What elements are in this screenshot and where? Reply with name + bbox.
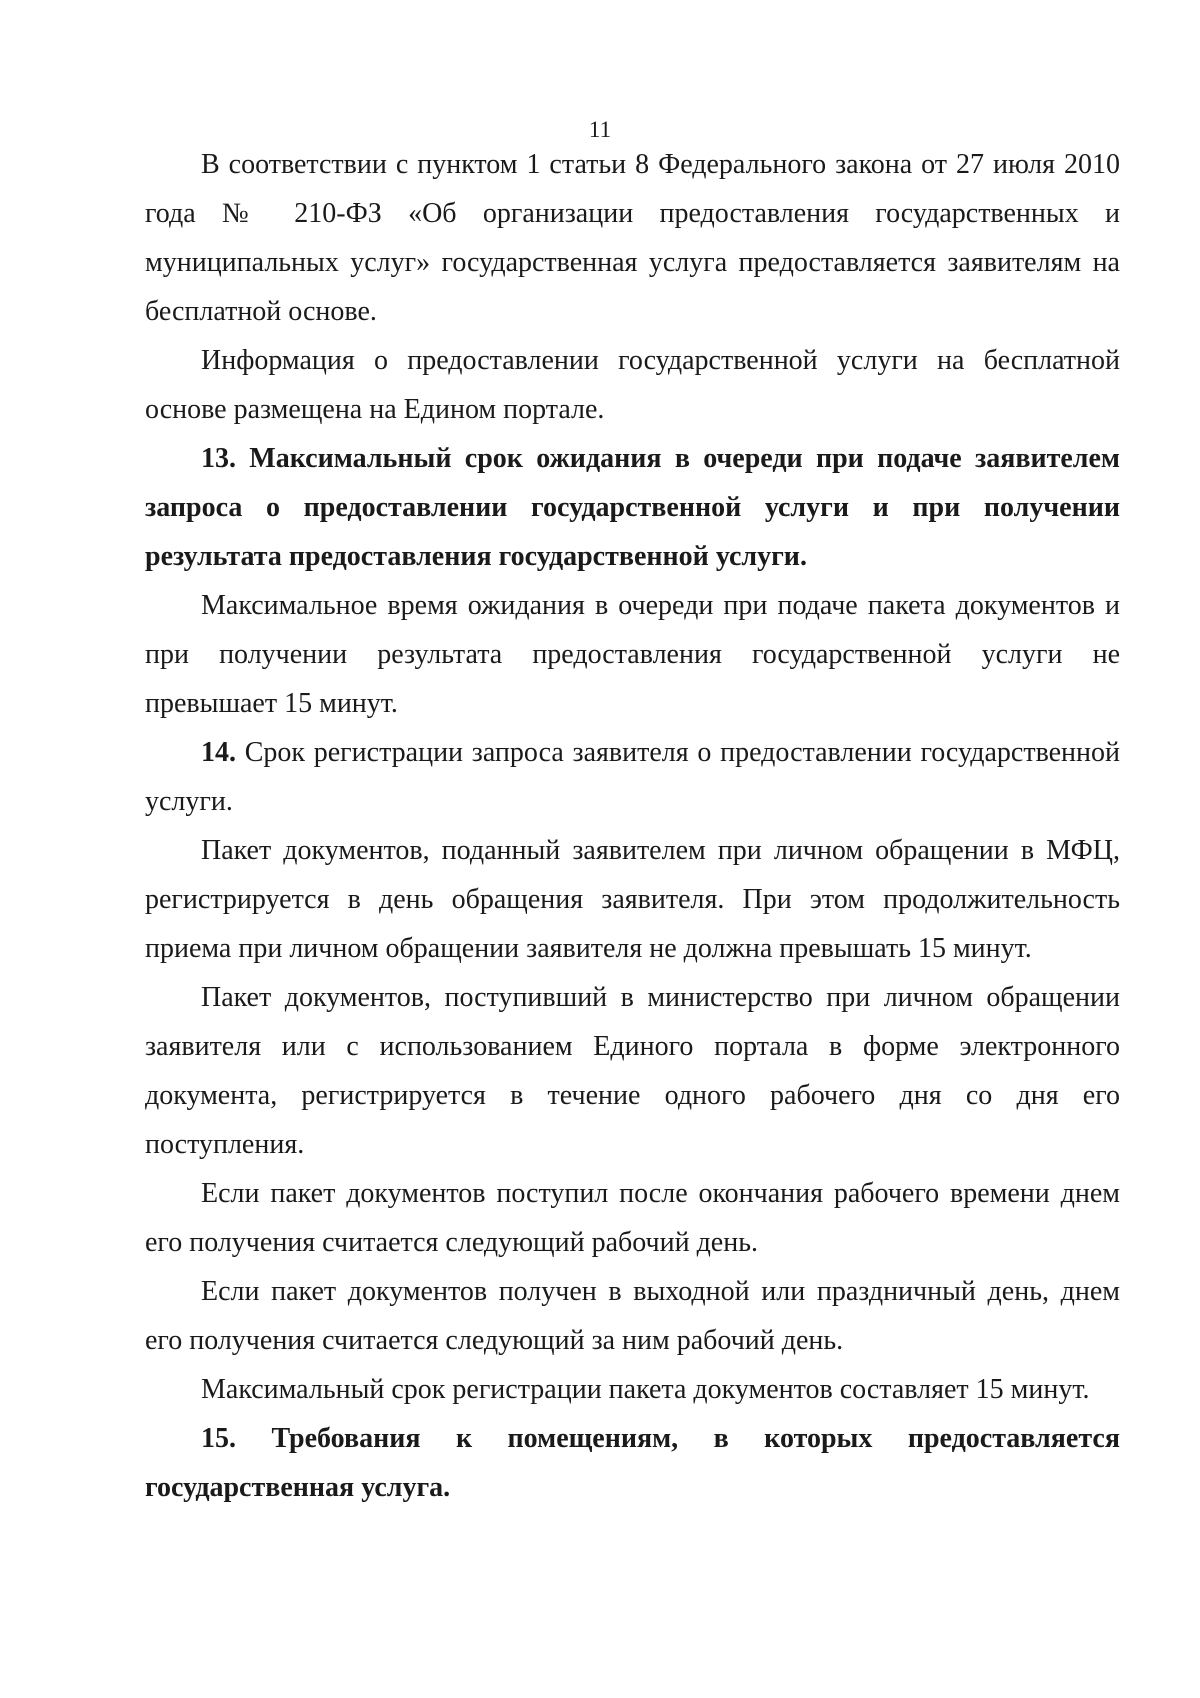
- paragraph-after-hours: Если пакет документов поступил после окончания рабочего времени днем его получения считается следующий рабочий день.: [145, 1178, 1120, 1258]
- section-title-14: Срок регистрации запроса заявителя о предоставлении государственной услуги.: [145, 737, 1120, 817]
- section-heading-13: 13. Максимальный срок ожидания в очереди при подаче заявителем запроса о предоставлении государственной услуги и при получении результата предоставления государственной услуги.: [145, 443, 1120, 572]
- section-heading-15: 15. Требования к помещениям, в которых предоставляется государственная услуга.: [145, 1423, 1120, 1503]
- paragraph-max-wait-time: Максимальное время ожидания в очереди при подаче пакета документов и при получении результата предоставления государственной услуги не превышает 15 минут.: [145, 590, 1120, 719]
- paragraph-free-service: В соответствии с пунктом 1 статьи 8 Федерального закона от 27 июля 2010 года № 210-ФЗ «Об организации предоставления государственных и муниципальных услуг» государственная услуга предоставляется заявителям на бесплатной основе.: [145, 149, 1120, 327]
- page-number: 11: [588, 117, 612, 142]
- document-body: [145, 140, 1120, 1512]
- paragraph-holiday: Если пакет документов получен в выходной или праздничный день, днем его получения считается следующий за ним рабочий день.: [145, 1276, 1120, 1356]
- paragraph-max-registration-time: Максимальный срок регистрации пакета документов составляет 15 минут.: [201, 1374, 1090, 1405]
- paragraph-ministry-registration: Пакет документов, поступивший в министерство при личном обращении заявителя или с использованием Единого портала в форме электронного документа, регистрируется в течение одного рабочего дня со дня его поступления.: [145, 982, 1120, 1160]
- section-number-14: 14.: [201, 737, 236, 768]
- paragraph-mfc-registration: Пакет документов, поданный заявителем при личном обращении в МФЦ, регистрируется в день обращения заявителя. При этом продолжительность приема при личном обращении заявителя не должна превышать 15 минут.: [145, 835, 1120, 964]
- paragraph-portal-info: Информация о предоставлении государственной услуги на бесплатной основе размещена на Едином портале.: [145, 345, 1120, 425]
- section-heading-14: [145, 728, 1120, 826]
